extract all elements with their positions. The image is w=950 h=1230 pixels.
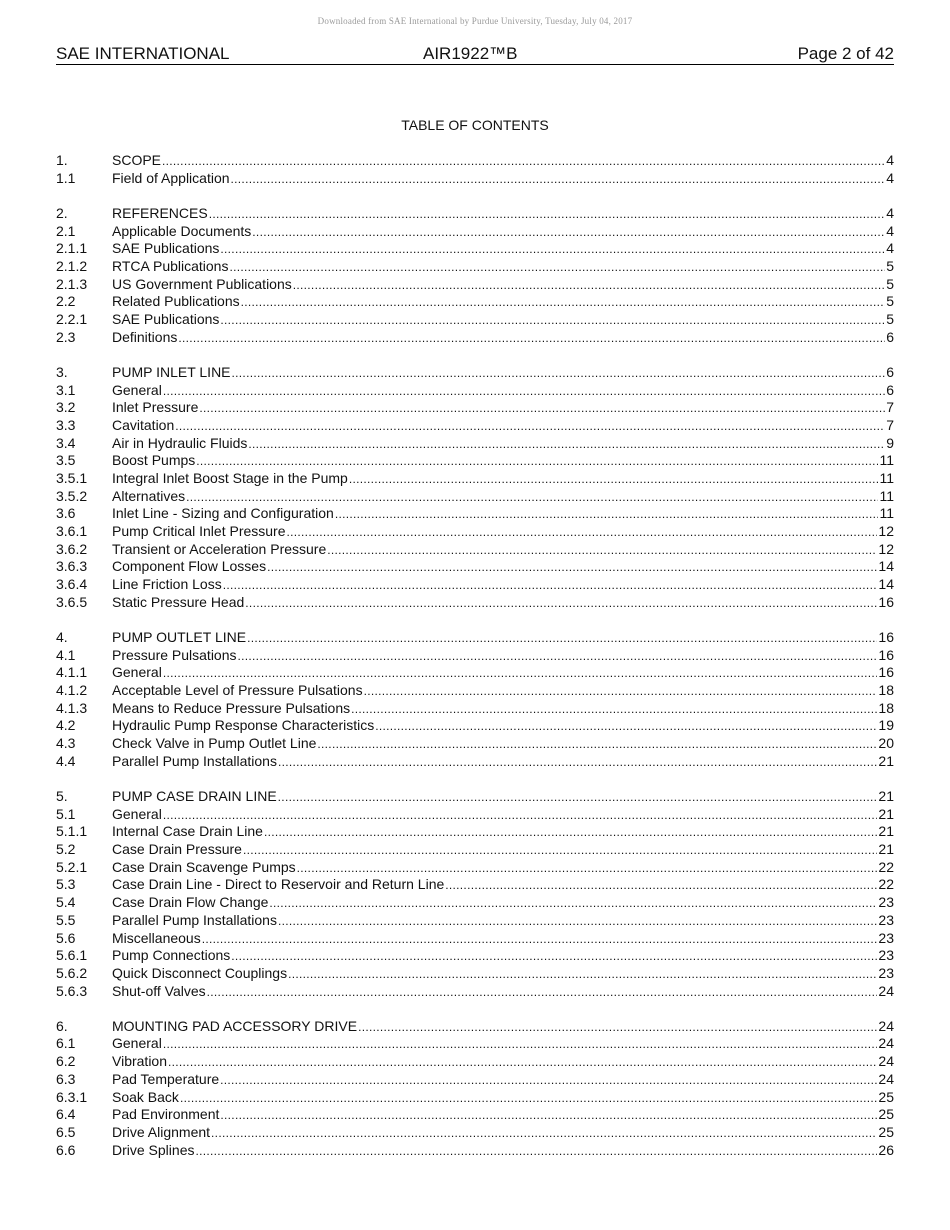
toc-entry-number: 5.1 bbox=[56, 805, 76, 822]
toc-entry-number: 4.1.3 bbox=[56, 699, 88, 716]
toc-entry[interactable] bbox=[56, 523, 894, 541]
toc-entry-page: 16 bbox=[878, 664, 894, 681]
toc-entry-number: 4.1.2 bbox=[56, 682, 88, 699]
toc-entry[interactable] bbox=[56, 311, 894, 329]
toc-entry-number: 4. bbox=[56, 629, 68, 645]
toc-entry-number: 3.6.4 bbox=[56, 576, 88, 593]
toc-dot-leader bbox=[241, 293, 886, 312]
toc-dot-leader bbox=[220, 311, 885, 330]
toc-entry-page: 21 bbox=[878, 841, 894, 858]
toc-entry-page: 14 bbox=[878, 576, 894, 593]
toc-dot-leader bbox=[297, 859, 878, 878]
toc-entry[interactable] bbox=[56, 470, 894, 488]
toc-entry-page: 12 bbox=[878, 523, 894, 540]
toc-entry-number: 3.5 bbox=[56, 452, 76, 469]
table-of-contents bbox=[56, 152, 894, 1177]
toc-entry[interactable] bbox=[56, 293, 894, 311]
toc-entry-page: 7 bbox=[886, 416, 894, 433]
toc-entry-title: Means to Reduce Pressure Pulsations bbox=[112, 699, 351, 716]
toc-entry-page: 5 bbox=[886, 311, 894, 327]
toc-entry-page: 11 bbox=[879, 505, 894, 522]
toc-entry-number: 2.1.1 bbox=[56, 240, 88, 257]
toc-entry-title: Parallel Pump Installations bbox=[112, 911, 277, 928]
toc-dot-leader bbox=[264, 823, 877, 842]
toc-entry[interactable] bbox=[56, 435, 894, 453]
toc-entry[interactable] bbox=[56, 152, 894, 170]
toc-entry[interactable] bbox=[56, 594, 894, 612]
toc-entry-title: PUMP CASE DRAIN LINE bbox=[112, 788, 277, 804]
toc-dot-leader bbox=[223, 576, 878, 595]
toc-entry-page: 4 bbox=[886, 204, 894, 221]
toc-entry-title: REFERENCES bbox=[112, 204, 208, 221]
toc-entry-number: 3.3 bbox=[56, 416, 76, 433]
toc-entry-number: 5.2.1 bbox=[56, 858, 88, 875]
toc-entry-page: 26 bbox=[878, 1141, 894, 1158]
toc-entry-page: 23 bbox=[878, 911, 894, 928]
toc-entry-page: 6 bbox=[886, 381, 894, 398]
toc-entry-number: 2.2 bbox=[56, 293, 76, 310]
toc-entry[interactable] bbox=[56, 223, 894, 241]
toc-entry-page: 16 bbox=[878, 629, 894, 645]
toc-dot-leader bbox=[364, 682, 878, 701]
toc-entry-page: 23 bbox=[878, 929, 894, 946]
toc-entry-page: 4 bbox=[886, 222, 894, 239]
toc-dot-leader bbox=[209, 205, 886, 224]
toc-dot-leader bbox=[335, 505, 879, 524]
toc-entry-title: Internal Case Drain Line bbox=[112, 823, 263, 840]
toc-entry-number: 4.4 bbox=[56, 752, 76, 769]
toc-entry-number: 3.6 bbox=[56, 505, 76, 522]
toc-entry-title: SCOPE bbox=[112, 152, 162, 168]
toc-dot-leader bbox=[278, 753, 877, 772]
toc-entry-page: 16 bbox=[878, 646, 894, 663]
toc-entry[interactable] bbox=[56, 382, 894, 400]
toc-entry-title: Pressure Pulsations bbox=[112, 646, 237, 663]
toc-dot-leader bbox=[247, 629, 877, 648]
toc-entry[interactable] bbox=[56, 240, 894, 258]
toc-dot-leader bbox=[278, 912, 877, 931]
download-watermark: Downloaded from SAE International by Purdue University, Tuesday, July 04, 2017 bbox=[317, 16, 633, 26]
toc-entry-page: 23 bbox=[878, 947, 894, 964]
toc-entry-title: Vibration bbox=[112, 1053, 168, 1070]
toc-entry-number: 6.2 bbox=[56, 1053, 76, 1070]
toc-dot-leader bbox=[288, 965, 877, 984]
toc-entry[interactable] bbox=[56, 1018, 894, 1036]
toc-entry-page: 16 bbox=[878, 593, 894, 610]
toc-entry-number: 5.6 bbox=[56, 929, 76, 946]
toc-section-group bbox=[56, 364, 894, 612]
toc-dot-leader bbox=[269, 894, 877, 913]
toc-entry-page: 18 bbox=[878, 699, 894, 716]
toc-entry-title: Cavitation bbox=[112, 416, 175, 433]
toc-dot-leader bbox=[231, 947, 877, 966]
toc-entry-page: 24 bbox=[878, 1053, 894, 1070]
header-document-number: AIR1922™B bbox=[423, 44, 518, 63]
toc-entry[interactable] bbox=[56, 364, 894, 382]
toc-entry-title: Field of Application bbox=[112, 169, 230, 186]
toc-entry[interactable] bbox=[56, 399, 894, 417]
toc-entry[interactable] bbox=[56, 1142, 894, 1160]
toc-entry-title: Inlet Line - Sizing and Configuration bbox=[112, 505, 334, 522]
toc-entry-number: 3.1 bbox=[56, 381, 76, 398]
toc-dot-leader bbox=[327, 541, 877, 560]
toc-entry-title: Line Friction Loss bbox=[112, 576, 222, 593]
toc-entry[interactable] bbox=[56, 452, 894, 470]
toc-entry[interactable] bbox=[56, 505, 894, 523]
toc-entry-number: 2.1 bbox=[56, 222, 76, 239]
toc-entry-page: 14 bbox=[878, 558, 894, 575]
toc-entry-title: General bbox=[112, 664, 162, 681]
toc-entry[interactable] bbox=[56, 488, 894, 506]
toc-entry[interactable] bbox=[56, 1124, 894, 1142]
toc-entry-title: General bbox=[112, 1035, 162, 1052]
toc-entry-number: 1.1 bbox=[56, 169, 76, 186]
toc-entry-title: Case Drain Scavenge Pumps bbox=[112, 858, 296, 875]
toc-entry-title: Transient or Acceleration Pressure bbox=[112, 540, 327, 557]
toc-entry[interactable] bbox=[56, 983, 894, 1001]
toc-dot-leader bbox=[163, 664, 878, 683]
toc-entry[interactable] bbox=[56, 823, 894, 841]
toc-entry[interactable] bbox=[56, 576, 894, 594]
toc-entry-title: Acceptable Level of Pressure Pulsations bbox=[112, 682, 363, 699]
toc-entry-title: US Government Publications bbox=[112, 275, 292, 292]
toc-entry-number: 3.6.5 bbox=[56, 593, 88, 610]
toc-entry-title: SAE Publications bbox=[112, 240, 220, 257]
toc-entry-number: 4.1.1 bbox=[56, 664, 88, 681]
toc-dot-leader bbox=[180, 1089, 877, 1108]
toc-entry-page: 22 bbox=[878, 858, 894, 875]
toc-entry[interactable] bbox=[56, 806, 894, 824]
toc-dot-leader bbox=[445, 876, 877, 895]
toc-entry[interactable] bbox=[56, 717, 894, 735]
toc-dot-leader bbox=[252, 223, 885, 242]
toc-entry-number: 1. bbox=[56, 152, 68, 168]
toc-entry-number: 6.5 bbox=[56, 1123, 76, 1140]
toc-dot-leader bbox=[278, 788, 878, 807]
toc-entry[interactable] bbox=[56, 541, 894, 559]
toc-entry-page: 24 bbox=[878, 1070, 894, 1087]
toc-dot-leader bbox=[211, 1124, 877, 1143]
toc-dot-leader bbox=[195, 1142, 877, 1161]
toc-dot-leader bbox=[186, 488, 878, 507]
toc-dot-leader bbox=[168, 1053, 877, 1072]
header-organization: SAE INTERNATIONAL bbox=[56, 44, 230, 63]
toc-entry-title: Applicable Documents bbox=[112, 222, 252, 239]
toc-entry-number: 3.6.3 bbox=[56, 558, 88, 575]
toc-entry-page: 11 bbox=[879, 452, 894, 469]
toc-dot-leader bbox=[358, 1018, 877, 1037]
toc-entry-number: 2.3 bbox=[56, 328, 76, 345]
toc-entry-page: 23 bbox=[878, 964, 894, 981]
toc-section-group bbox=[56, 205, 894, 347]
toc-entry[interactable] bbox=[56, 558, 894, 576]
toc-entry[interactable] bbox=[56, 682, 894, 700]
header-page-number: Page 2 of 42 bbox=[797, 44, 894, 63]
toc-entry-page: 9 bbox=[886, 434, 894, 451]
toc-entry-number: 2. bbox=[56, 204, 68, 221]
toc-entry[interactable] bbox=[56, 258, 894, 276]
toc-entry-number: 2.1.2 bbox=[56, 257, 88, 274]
toc-entry-page: 24 bbox=[878, 1035, 894, 1052]
toc-entry[interactable] bbox=[56, 930, 894, 948]
toc-entry-page: 4 bbox=[886, 152, 894, 168]
toc-entry-page: 21 bbox=[878, 752, 894, 769]
toc-section-group bbox=[56, 629, 894, 771]
toc-entry-page: 25 bbox=[878, 1123, 894, 1140]
toc-entry-title: SAE Publications bbox=[112, 311, 220, 327]
toc-title: TABLE OF CONTENTS bbox=[401, 117, 549, 133]
toc-entry-page: 5 bbox=[886, 257, 894, 274]
toc-section-group bbox=[56, 788, 894, 1000]
toc-entry[interactable] bbox=[56, 1071, 894, 1089]
toc-entry-page: 21 bbox=[878, 823, 894, 840]
toc-entry[interactable] bbox=[56, 859, 894, 877]
toc-entry-number: 5.6.3 bbox=[56, 982, 88, 999]
toc-entry-page: 23 bbox=[878, 894, 894, 911]
toc-entry-number: 4.2 bbox=[56, 717, 76, 734]
toc-entry-number: 6.4 bbox=[56, 1106, 76, 1123]
toc-dot-leader bbox=[199, 399, 885, 418]
toc-entry-number: 3.5.2 bbox=[56, 487, 88, 504]
toc-entry-title: Pump Connections bbox=[112, 947, 231, 964]
toc-entry-page: 22 bbox=[878, 876, 894, 893]
toc-dot-leader bbox=[287, 523, 878, 542]
toc-entry-number: 6.3 bbox=[56, 1070, 76, 1087]
toc-entry-number: 5.1.1 bbox=[56, 823, 88, 840]
toc-dot-leader bbox=[162, 152, 885, 171]
toc-dot-leader bbox=[232, 364, 886, 383]
toc-entry-title: Hydraulic Pump Response Characteristics bbox=[112, 717, 375, 734]
toc-entry[interactable] bbox=[56, 629, 894, 647]
toc-entry-title: Pad Temperature bbox=[112, 1070, 220, 1087]
toc-entry[interactable] bbox=[56, 735, 894, 753]
toc-dot-leader bbox=[163, 382, 885, 401]
toc-entry-number: 3.5.1 bbox=[56, 470, 88, 486]
toc-entry-title: Inlet Pressure bbox=[112, 399, 199, 416]
toc-entry[interactable] bbox=[56, 664, 894, 682]
toc-entry[interactable] bbox=[56, 947, 894, 965]
toc-dot-leader bbox=[317, 735, 877, 754]
toc-entry-title: Pad Environment bbox=[112, 1106, 220, 1123]
toc-entry-title: Drive Splines bbox=[112, 1141, 195, 1158]
toc-entry[interactable] bbox=[56, 965, 894, 983]
toc-entry-page: 25 bbox=[878, 1088, 894, 1105]
toc-entry-page: 4 bbox=[886, 169, 894, 186]
toc-entry-number: 6.1 bbox=[56, 1035, 76, 1052]
toc-entry[interactable] bbox=[56, 841, 894, 859]
toc-dot-leader bbox=[220, 240, 885, 259]
toc-entry-number: 5.3 bbox=[56, 876, 76, 893]
toc-entry-number: 3.6.2 bbox=[56, 540, 88, 557]
toc-dot-leader bbox=[163, 1035, 878, 1054]
toc-entry-title: MOUNTING PAD ACCESSORY DRIVE bbox=[112, 1017, 358, 1034]
toc-entry-number: 3.6.1 bbox=[56, 523, 88, 540]
toc-entry-page: 12 bbox=[878, 540, 894, 557]
toc-entry-number: 5.4 bbox=[56, 894, 76, 911]
toc-entry-number: 2.1.3 bbox=[56, 275, 88, 292]
toc-entry-title: Static Pressure Head bbox=[112, 593, 245, 610]
toc-entry[interactable] bbox=[56, 1106, 894, 1124]
toc-entry[interactable] bbox=[56, 788, 894, 806]
toc-entry-page: 19 bbox=[878, 717, 894, 734]
toc-entry-title: Quick Disconnect Couplings bbox=[112, 964, 288, 981]
toc-entry-title: Case Drain Line - Direct to Reservoir and Return Line bbox=[112, 876, 445, 893]
toc-entry-title: RTCA Publications bbox=[112, 257, 229, 274]
toc-entry[interactable] bbox=[56, 647, 894, 665]
toc-entry[interactable] bbox=[56, 876, 894, 894]
toc-entry[interactable] bbox=[56, 1035, 894, 1053]
toc-entry-number: 3.2 bbox=[56, 399, 76, 416]
toc-entry-title: Component Flow Losses bbox=[112, 558, 267, 575]
toc-entry-title: PUMP OUTLET LINE bbox=[112, 629, 247, 645]
toc-dot-leader bbox=[220, 1071, 877, 1090]
toc-entry[interactable] bbox=[56, 700, 894, 718]
toc-entry-title: Shut-off Valves bbox=[112, 982, 206, 999]
toc-entry[interactable] bbox=[56, 417, 894, 435]
toc-dot-leader bbox=[267, 558, 877, 577]
toc-entry-number: 5. bbox=[56, 788, 68, 804]
toc-entry-title: Related Publications bbox=[112, 293, 240, 310]
toc-dot-leader bbox=[293, 276, 885, 295]
toc-entry-page: 11 bbox=[879, 470, 894, 486]
toc-entry-page: 7 bbox=[886, 399, 894, 416]
toc-entry-number: 5.5 bbox=[56, 911, 76, 928]
toc-entry-title: General bbox=[112, 805, 162, 822]
toc-dot-leader bbox=[238, 647, 878, 666]
toc-entry-title: Miscellaneous bbox=[112, 929, 201, 946]
toc-dot-leader bbox=[178, 329, 885, 348]
toc-entry-number: 3.4 bbox=[56, 434, 76, 451]
toc-entry-number: 2.2.1 bbox=[56, 311, 88, 327]
toc-entry[interactable] bbox=[56, 170, 894, 188]
toc-entry-title: Drive Alignment bbox=[112, 1123, 211, 1140]
toc-entry-title: Soak Back bbox=[112, 1088, 179, 1105]
toc-entry-page: 6 bbox=[886, 328, 894, 345]
toc-entry-page: 18 bbox=[878, 682, 894, 699]
toc-entry-page: 6 bbox=[886, 363, 894, 380]
toc-section-group bbox=[56, 1018, 894, 1160]
toc-entry-title: Alternatives bbox=[112, 487, 186, 504]
toc-entry-number: 3. bbox=[56, 363, 68, 380]
toc-dot-leader bbox=[245, 594, 877, 613]
toc-entry-number: 6.3.1 bbox=[56, 1088, 88, 1105]
toc-entry[interactable] bbox=[56, 1053, 894, 1071]
toc-dot-leader bbox=[248, 435, 885, 454]
toc-section-group bbox=[56, 152, 894, 187]
toc-entry[interactable] bbox=[56, 329, 894, 347]
toc-entry-page: 25 bbox=[878, 1106, 894, 1123]
toc-dot-leader bbox=[351, 700, 877, 719]
toc-entry-title: Check Valve in Pump Outlet Line bbox=[112, 735, 317, 752]
toc-dot-leader bbox=[243, 841, 877, 860]
toc-entry-title: Definitions bbox=[112, 328, 178, 345]
toc-entry-title: Boost Pumps bbox=[112, 452, 196, 469]
toc-dot-leader bbox=[349, 470, 879, 489]
toc-entry-number: 6.6 bbox=[56, 1141, 76, 1158]
toc-entry[interactable] bbox=[56, 205, 894, 223]
toc-entry-page: 4 bbox=[886, 240, 894, 257]
toc-entry[interactable] bbox=[56, 1089, 894, 1107]
toc-entry-title: General bbox=[112, 381, 162, 398]
toc-dot-leader bbox=[231, 170, 886, 189]
toc-entry-page: 20 bbox=[878, 735, 894, 752]
toc-entry-page: 11 bbox=[879, 487, 894, 504]
page-header bbox=[56, 44, 894, 65]
toc-dot-leader bbox=[175, 417, 885, 436]
toc-entry-title: Parallel Pump Installations bbox=[112, 752, 277, 769]
toc-entry-number: 6. bbox=[56, 1017, 68, 1034]
toc-entry[interactable] bbox=[56, 894, 894, 912]
toc-entry-number: 5.2 bbox=[56, 841, 76, 858]
toc-entry-title: Air in Hydraulic Fluids bbox=[112, 434, 248, 451]
toc-dot-leader bbox=[163, 806, 878, 825]
toc-entry[interactable] bbox=[56, 753, 894, 771]
toc-entry-title: Integral Inlet Boost Stage in the Pump bbox=[112, 470, 348, 486]
toc-entry-title: Case Drain Flow Change bbox=[112, 894, 269, 911]
toc-entry-number: 4.3 bbox=[56, 735, 76, 752]
toc-entry-number: 5.6.2 bbox=[56, 964, 88, 981]
toc-entry-title: PUMP INLET LINE bbox=[112, 363, 231, 380]
toc-dot-leader bbox=[375, 717, 877, 736]
toc-entry[interactable] bbox=[56, 912, 894, 930]
toc-entry-page: 21 bbox=[878, 788, 894, 804]
toc-entry-page: 24 bbox=[878, 1017, 894, 1034]
toc-entry-title: Case Drain Pressure bbox=[112, 841, 242, 858]
toc-entry-page: 24 bbox=[878, 982, 894, 999]
toc-entry-number: 4.1 bbox=[56, 646, 76, 663]
toc-dot-leader bbox=[220, 1106, 877, 1125]
toc-dot-leader bbox=[207, 983, 878, 1002]
toc-dot-leader bbox=[229, 258, 885, 277]
toc-entry-page: 21 bbox=[878, 805, 894, 822]
toc-entry-title: Pump Critical Inlet Pressure bbox=[112, 523, 286, 540]
toc-entry[interactable] bbox=[56, 276, 894, 294]
toc-entry-page: 5 bbox=[886, 275, 894, 292]
toc-dot-leader bbox=[196, 452, 878, 471]
toc-entry-page: 5 bbox=[886, 293, 894, 310]
toc-entry-number: 5.6.1 bbox=[56, 947, 88, 964]
toc-dot-leader bbox=[202, 930, 878, 949]
